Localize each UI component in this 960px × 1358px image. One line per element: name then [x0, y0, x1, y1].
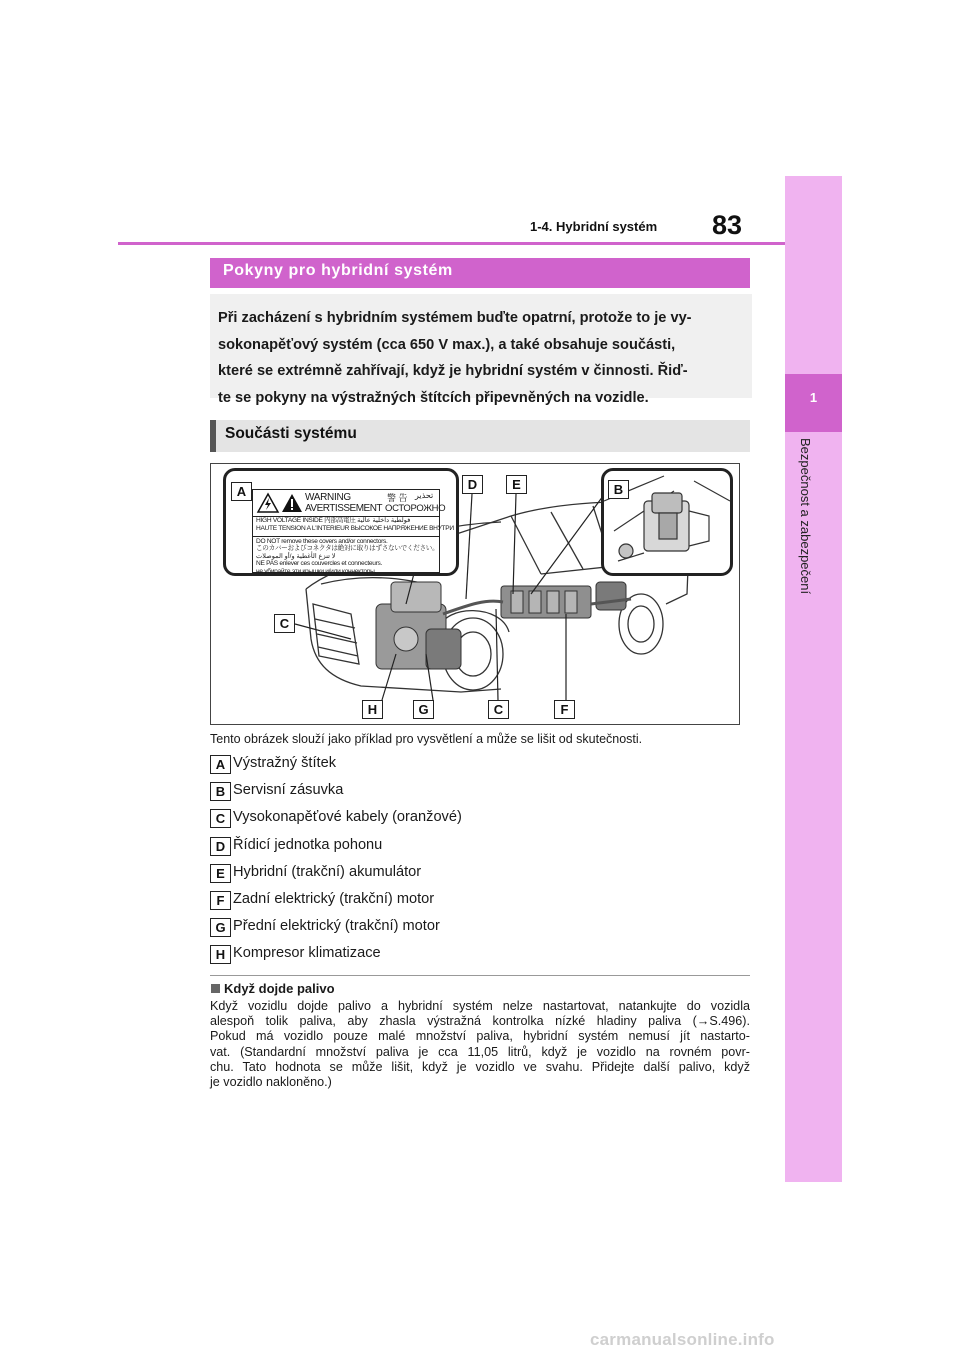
section-title: 1-4. Hybridní systém [530, 219, 658, 234]
callout-d: D [462, 475, 483, 494]
label-instr-fr: NE PAS enlever ces couvercles et connecteurs. [256, 560, 383, 568]
callout-g: G [413, 700, 434, 719]
note-title: Když dojde palivo [224, 981, 335, 996]
legend-key: E [210, 864, 231, 883]
label-hv-ru: ВЫСОКОЕ НАПРЯЖЕНИЕ ВНУТРИ [350, 525, 454, 532]
callout-c-left: C [274, 614, 295, 633]
label-instr-ru: не убирайте эти крышки и/или коннекторы. [256, 567, 377, 575]
intro-line: sokonapěťový systém (cca 650 V max.), a také obsahuje součásti, [218, 336, 676, 353]
note-body [210, 999, 750, 1090]
warning-triangle-icon [281, 493, 303, 513]
note-line: je vozidlo nakloněno.) [210, 1075, 332, 1090]
note-heading [211, 981, 335, 996]
callout-h: H [362, 700, 383, 719]
warning-label [252, 489, 454, 575]
note-line: alespoň tolik paliva, aby zhasla výstražná kontrolka nízké hladiny paliva (→S.496). [210, 1014, 750, 1029]
legend-key: D [210, 837, 231, 856]
label-warning-ar: تحذير [415, 491, 434, 500]
intro-box [210, 294, 752, 406]
chapter-number: 1 [809, 390, 818, 405]
legend-text: Výstražný štítek [233, 755, 336, 771]
callout-c-bottom: C [488, 700, 509, 719]
label-warning-fr: AVERTISSEMENT [305, 503, 383, 514]
legend-text: Servisní zásuvka [233, 782, 344, 798]
legend-key: C [210, 809, 231, 828]
label-instr-en: DO NOT remove these covers and/or connectors. [256, 538, 388, 545]
callout-b: B [608, 480, 629, 499]
legend-key: H [210, 945, 231, 964]
intro-line: te se pokyny na výstražných štítcích připevněných na vozidle. [218, 389, 649, 406]
callout-e: E [506, 475, 527, 494]
label-hv-ar: فولطية داخلية عالية [357, 517, 411, 524]
label-instr-jp: このカバーおよびコネクタは絶対に取りはずさないでください。 [256, 545, 439, 553]
callout-a: A [231, 482, 252, 501]
header-rule [118, 242, 785, 245]
legend-key: A [210, 755, 231, 774]
chapter-title: Bezpečnost a zabezpečení [798, 438, 813, 595]
note-separator [210, 975, 750, 976]
legend-text: Řídicí jednotka pohonu [233, 837, 383, 853]
subtitle: Součásti systému [225, 425, 357, 442]
callout-f: F [554, 700, 575, 719]
page-number: 83 [712, 210, 743, 240]
page-title: Pokyny pro hybridní systém [223, 262, 453, 279]
intro-line: Při zacházení s hybridním systémem buďte opatrní, protože to je vy- [218, 310, 692, 326]
intro-line: které se extrémně zahřívají, když je hybridní systém v činnosti. Řiď- [218, 363, 688, 379]
legend-key: F [210, 891, 231, 910]
legend-text: Kompresor klimatizace [233, 945, 381, 961]
system-components-figure [210, 463, 740, 725]
warning-label-panel [223, 468, 459, 576]
figure-caption: Tento obrázek slouží jako příklad pro vysvětlení a může se lišit od skutečnosti. [210, 732, 643, 746]
legend-text: Zadní elektrický (trakční) motor [233, 891, 435, 907]
label-instr-ar: لا تنزع الأغطية و/أو الموصلات [256, 552, 336, 560]
note-line: Když vozidlu dojde palivo a hybridní systém nelze nastartovat, natankujte do vozidla [210, 999, 750, 1013]
square-bullet-icon [211, 984, 220, 993]
label-hv-fr: HAUTE TENSION A L'INTERIEUR [256, 525, 350, 532]
legend-text: Hybridní (trakční) akumulátor [233, 864, 422, 880]
watermark: carmanualsonline.info [590, 1330, 775, 1349]
subtitle-bar [210, 420, 750, 452]
note-line: chu. Tato hodnota se může lišit, když je vozidlo ve svahu. Přidejte další palivo, když [210, 1059, 750, 1074]
legend-key: G [210, 918, 231, 937]
intro-text [210, 294, 752, 411]
chapter-tab [785, 176, 842, 1182]
legend-text: Vysokonapěťové kabely (oranžové) [233, 809, 462, 825]
legend-key: B [210, 782, 231, 801]
lightning-warning-icon [257, 493, 279, 513]
label-warning-en: WARNING [305, 492, 351, 503]
label-hv-en: HIGH VOLTAGE INSIDE [256, 517, 323, 524]
note-line: Pokud má vozidlo pouze malé množství paliva, hybridní systém nemusí jít nastarto- [210, 1029, 750, 1044]
label-warning-ru: ОСТОРОЖНО [385, 503, 446, 514]
page-title-bar [210, 258, 750, 288]
note-line: vat. (Standardní množství paliva je cca 11,05 litrů, když je vozidlo na rovném povr- [210, 1044, 750, 1059]
legend-text: Přední elektrický (trakční) motor [233, 918, 440, 934]
label-warning-jp: 警 告 [387, 493, 408, 503]
label-hv-jp: 内部高電圧 [324, 517, 356, 524]
